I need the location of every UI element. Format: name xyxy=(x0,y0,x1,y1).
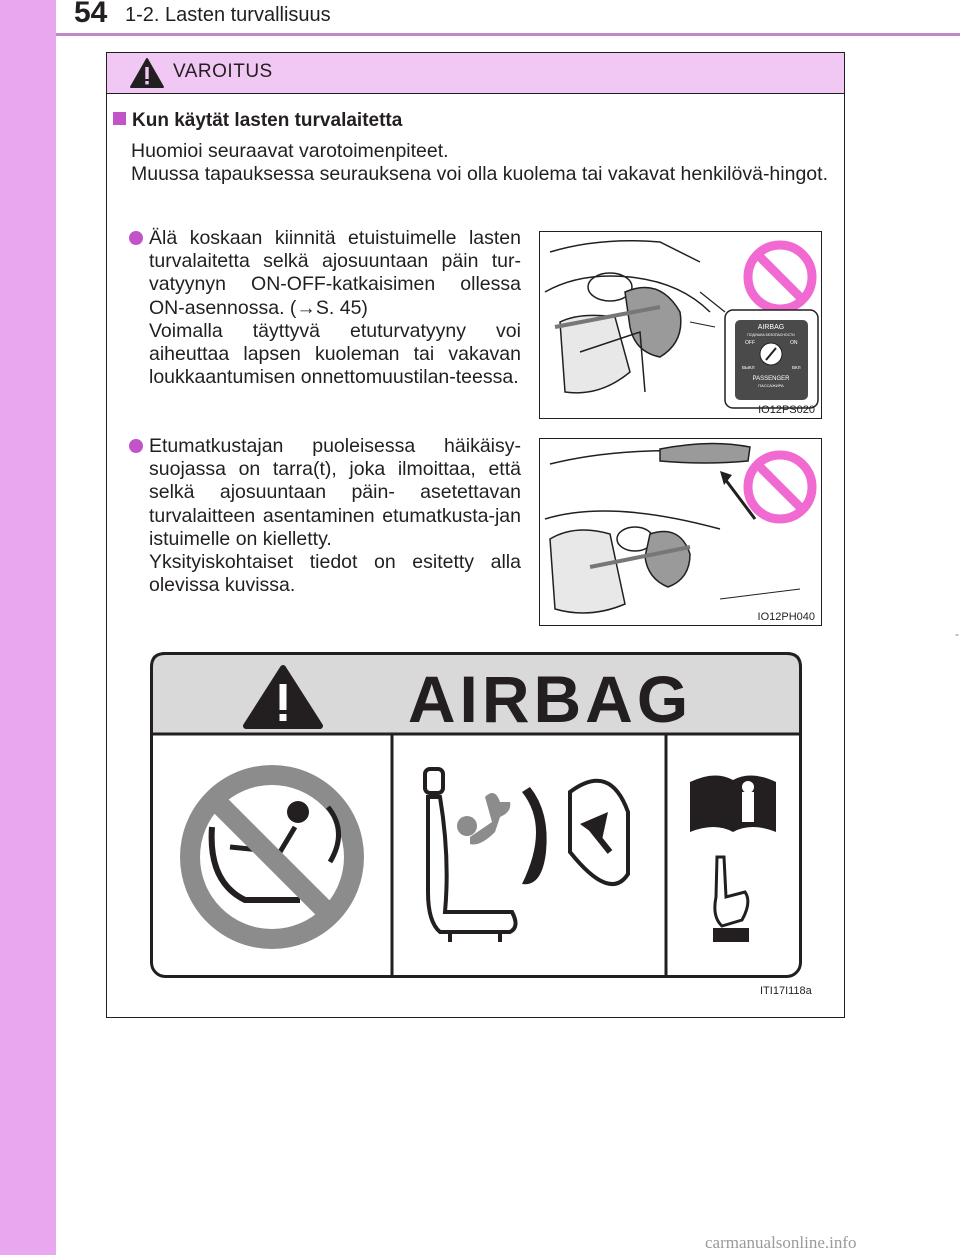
figure-code-2: IO12PH040 xyxy=(757,611,815,623)
switch-subtitle: ПОДУШКА БЕЗОПАСНОСТИ xyxy=(747,333,795,337)
switch-title: AIRBAG xyxy=(757,324,785,331)
warning-item-1-text: Älä koskaan kiinnitä etuistuimelle lasten turvalaitetta selkä ajosuuntaan päin tur-vatyynyn ON-OFF-katkaisimen ollessa ON-asennossa. (→S. 45) xyxy=(149,227,521,319)
airbag-title: AIRBAG xyxy=(407,662,693,736)
header-rule xyxy=(56,33,960,36)
stray-mark: - xyxy=(955,627,959,641)
side-color-band xyxy=(0,0,56,1255)
car-interior-illustration xyxy=(540,232,822,419)
warning-item-1 xyxy=(129,227,521,389)
warning-header xyxy=(107,53,844,94)
round-bullet-icon xyxy=(129,439,143,453)
watermark: carmanualsonline.info xyxy=(705,1233,857,1252)
page-number: 54 xyxy=(74,0,108,29)
section-title: 1-2. Lasten turvallisuus xyxy=(125,4,331,26)
switch-on-ru: ВКЛ xyxy=(792,365,801,370)
square-bullet-icon xyxy=(113,112,126,125)
warning-item-2-note: Yksityiskohtaiset tiedot on esitetty alla olevissa kuvissa. xyxy=(149,551,521,597)
sun-visor-illustration xyxy=(540,439,822,626)
round-bullet-icon xyxy=(129,231,143,245)
warning-subheading xyxy=(113,110,402,132)
figure-code-1: IO12PS020 xyxy=(758,404,815,416)
warning-item-2-text: Etumatkustajan puoleisessa häikäisy-suojassa on tarra(t), joka ilmoittaa, että selkä ajosuuntaan päin- asetettavan turvalaitteen asentaminen etumatkusta-jan istuimelle on kielletty. xyxy=(149,435,521,550)
figure-sun-visor xyxy=(539,438,822,626)
warning-triangle-icon xyxy=(129,57,165,89)
intro-line-1: Huomioi seuraavat varotoimenpiteet. xyxy=(131,140,449,162)
switch-off-ru: ВЫКЛ xyxy=(742,365,755,370)
no-rear-facing-seat-icon xyxy=(180,765,364,949)
airbag-warning-sticker xyxy=(150,652,802,978)
figure-child-seat-front xyxy=(539,231,822,419)
warning-label: VAROITUS xyxy=(173,61,273,82)
switch-off: OFF xyxy=(745,340,755,346)
switch-passenger: PASSENGER xyxy=(752,376,790,382)
warning-subheading-text: Kun käytät lasten turvalaitetta xyxy=(132,110,403,131)
switch-on: ON xyxy=(790,340,798,346)
intro-line-2: Muussa tapauksessa seurauksena voi olla kuolema tai vakavat henkilövä-hingot. xyxy=(131,163,828,185)
warning-item-1-note: Voimalla täyttyvä etuturvatyyny voi aiheuttaa lapsen kuoleman tai vakavan loukkaantumisen onnettomuustilan-teessa. xyxy=(149,319,521,389)
switch-passenger-ru: ПАССАЖИРА xyxy=(758,383,784,388)
warning-item-2 xyxy=(129,435,521,597)
airbag-figure-code: ITI17I118a xyxy=(760,985,812,997)
